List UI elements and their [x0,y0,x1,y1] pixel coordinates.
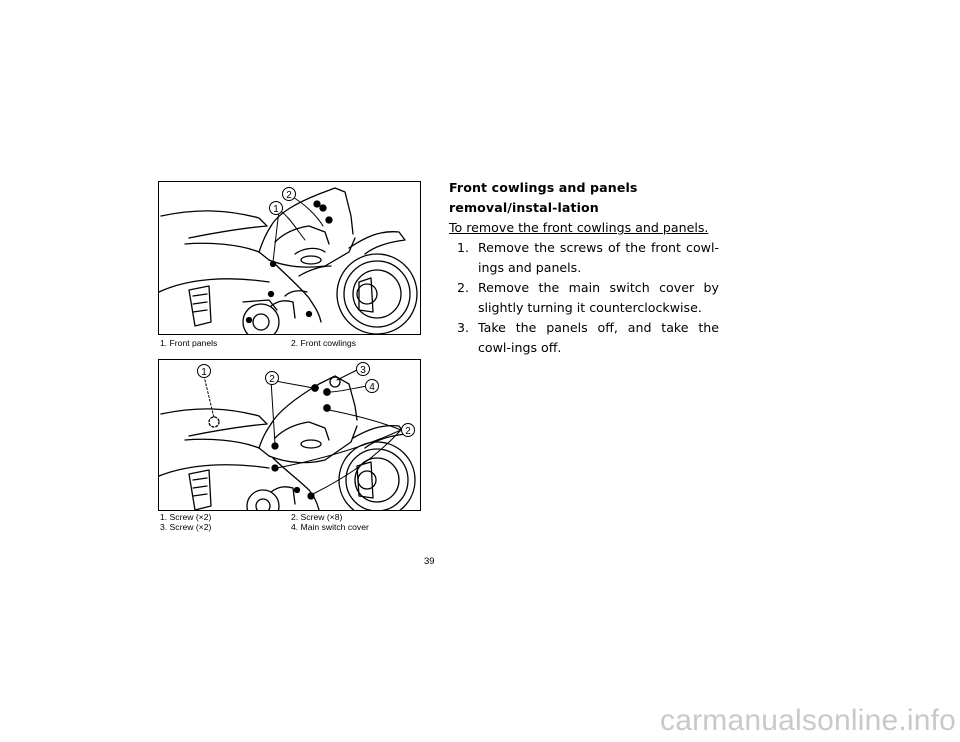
step-number: 3. [457,320,470,335]
step-item [449,318,719,358]
svg-text:1: 1 [273,204,279,215]
callout-2-screw [266,372,279,386]
figure1-caption [160,338,420,350]
step-item [449,278,719,318]
svg-text:3: 3 [360,365,366,376]
callout-3-screw [357,363,370,377]
caption-screw-1: 1. Screw (×2) [160,512,212,522]
figure-screws-switch-cover [158,359,421,511]
steps-list [449,238,719,358]
step-text: Remove the screws of the front cowl-ings and panels. [478,240,719,275]
scooter-illustration-2 [159,360,420,510]
step-item [449,238,719,278]
caption-front-panels: 1. Front panels [160,338,218,348]
callout-2-screw-lower [402,424,415,438]
section-subheading: To remove the front cowlings and panels. [449,220,709,235]
callout-4-main-switch-cover [366,380,379,394]
scooter-illustration-1 [159,182,420,334]
caption-front-cowlings: 2. Front cowlings [291,338,356,348]
caption-main-switch-cover: 4. Main switch cover [291,522,369,532]
caption-screw-2: 2. Screw (×8) [291,512,343,522]
step-number: 1. [457,240,470,255]
step-text: Remove the main switch cover by slightly turning it counterclockwise. [478,280,719,315]
section-heading: Front cowlings and panels removal/instal-lation [449,180,638,215]
svg-text:2: 2 [405,426,411,437]
page-number: 39 [424,556,435,567]
callout-2-front-cowlings [283,188,296,202]
callout-1-front-panels [270,202,283,216]
figure2-caption [160,512,420,534]
figure-front-panels-cowlings [158,181,421,335]
watermark: carmanualsonline.info [660,704,957,737]
caption-screw-3: 3. Screw (×2) [160,522,212,532]
section-removal-installation [449,178,719,358]
svg-text:2: 2 [286,190,292,201]
svg-text:1: 1 [201,367,207,378]
step-text: Take the panels off, and take the cowl-ings off. [478,320,719,355]
callout-1-screw [198,365,211,379]
svg-text:4: 4 [369,382,375,393]
step-number: 2. [457,280,470,295]
svg-text:2: 2 [269,374,275,385]
